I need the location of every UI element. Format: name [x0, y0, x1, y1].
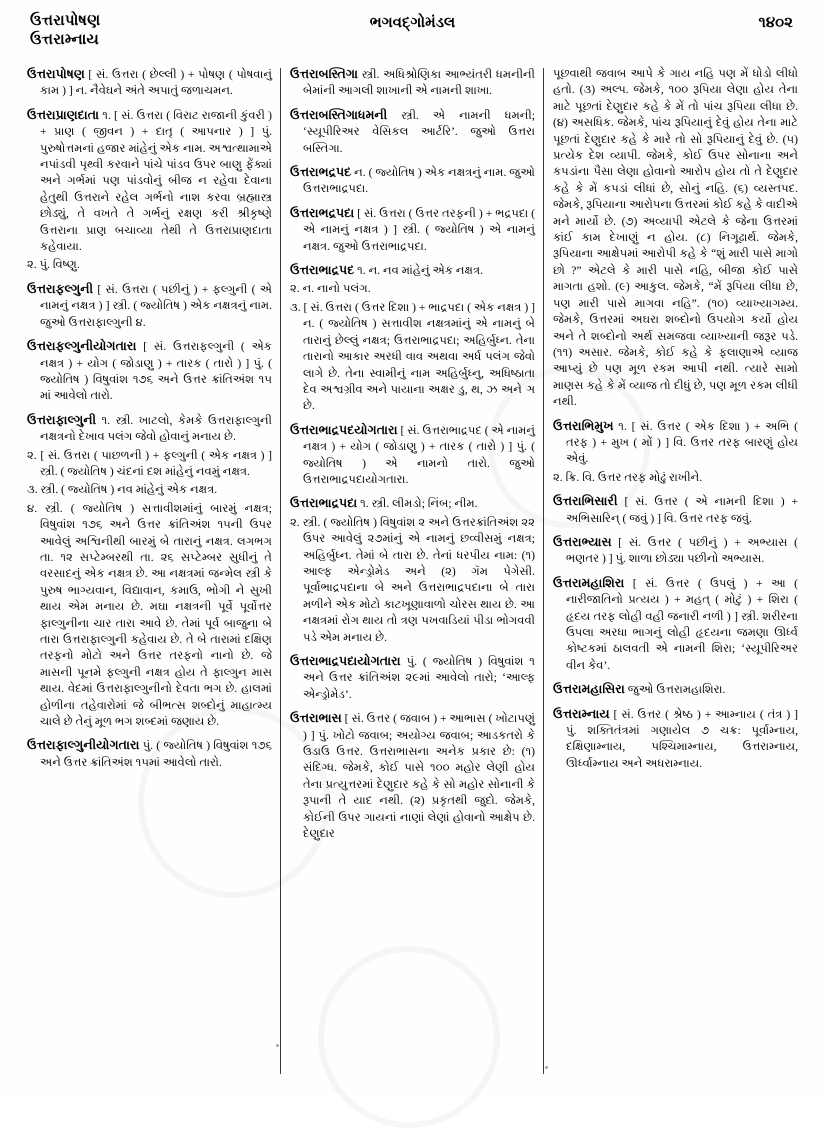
dictionary-entry [553, 575, 798, 674]
entry-definition: ૧. ન. નવ માંહેનું એક નક્ષત્ર. [354, 264, 483, 278]
entry-definition: સ્ત્રી. અધિશ્રોણિકા આભ્યંતરી ધમનીની બેમાંની આગલી શાખાની એ નામની શાખા. [303, 68, 535, 98]
entry-definition: ૧. સ્ત્રી. લીમડો; નિંબ; નીમ. [357, 497, 478, 511]
entry-definition: ન. ( જ્યોતિષ ) એક નક્ષત્રનું નામ. જુઓ ઉત્તરાભાદ્રપદા. [303, 166, 535, 196]
entry-sense-text: ૪. સ્ત્રી. ( જ્યોતિષ ) સત્તાવીશમાંનું બારમું નક્ષત્ર; વિષુવાંશ ૧૭૬ અને ઉત્તર ક્રાંતિઅંશ ૧૫ની ઉપર આવેલું અશ્વિનીથી બારમું બે તારાનું નક્ષત્ર. લગભગ તા. ૧૨ સપ્ટેમ્બરથી તા. ૨૬ સપ્ટેમ્બર સુધીનું તે વરસાદનું એક નક્ષત્ર છે. આ નક્ષત્રમાં જન્મેલ સ્ત્રી કે પુરુષ ભાગ્યવાન, વિદ્યાવાન, કમાઉ, ભોગી ને સુખી થાય એમ મનાય છે. મઘા નક્ષત્રની પૂર્વે પૂર્વોત્તર ફાલ્ગુનીના ચાર તારા આવે છે. તેમાં પૂર્વ બાજુના બે તારા ઉત્તરાફાલ્ગુની કહેવાય છે. તે બે તારામાં દક્ષિણ તરફનો મોટો અને ઉત્તર તરફનો નાનો છે. જે માસની પૂનમે ફલ્ગુની નક્ષત્ર હોય તે ફાલ્ગુન માસ થાય. વેદમાં ઉત્તરાફાલ્ગુનીનો દેવતા ભગ છે. હાલમાં હોળીના તહેવારોમાં જે બીભત્સ શબ્દોનું માહાત્મ્ય ચાલે છે તેનું મૂળ ભગ શબ્દમાં જણાય છે. [27, 501, 272, 729]
entry-sense [290, 515, 535, 646]
entry-definition: [ સં. ઉત્તર ( જવાબ ) + આભાસ ( ખોટાપણું ) ] પું. ખોટો જવાબ; અયોગ્ય જવાબ; આડકતરો કે ઉડાઉ ઉત્તર. ઉત્તરાભાસના અનેક પ્રકાર છે: (૧) સંદિગ્ધ. જેમકે, કોઈ પાસે ૧૦૦ મહોર લેણી હોય તેના પ્રત્યુત્તરમાં દેણુદાર કહે કે સો મહોર સોનાની કે રૂપાની તે યાદ નથી. (૨) પ્રકૃતથી જુદો. જેમકે, કોઈની ઉપર ગાયનાં નાણાં લેણાં હોવાનો આક્ષેપ છે. દેણુદાર [303, 712, 535, 841]
entry-definition: [ સં. ઉત્તર ( એ નામની દિશા ) + અભિસારિન્ ( જવું ) ] વિ. ઉત્તર તરફ જવું. [566, 495, 798, 525]
entry-headword: ઉત્તરાફાલ્ગુનીયોગતારા [27, 738, 140, 753]
dictionary-entry [290, 495, 535, 512]
page-number: ૧૪૦૨ [758, 15, 793, 31]
entry-definition: [ સં. ઉત્તરા ( છેલ્લી ) + પોષણ ( પોષવાનું કામ ) ] ન. નૈવેઘને અંતે અપાતું જળાચમન. [40, 68, 272, 98]
guide-word-last: ઉત્તરામ્નાય [30, 32, 100, 48]
book-title: ભગવદ્ગોમંડલ [369, 15, 456, 31]
entry-headword: ઉત્તરાપ્રાણદાતા [27, 107, 100, 122]
entry-sense-text: ૨. ક્રિ. વિ. ઉત્તર તરફ મોઢું રાખીને. [553, 470, 703, 484]
entry-definition: [ સં. ઉત્તર ( ઉપલું ) + આ ( નારીજાતિનો પ્રત્યય ) + મહત્ ( મોટું ) + શિરા ( હૃદય તરફ લોહી વહી જનારી નળી ) ] સ્ત્રી. શરીરના ઉપલા અરધા ભાગનું લોહી હૃદયના જમણા ઊર્ધ્વ કોષ્ટકમાં ઠાલવતી એ નામની શિરા; ‘સ્યૂપીરિઅર વીન કેવ’. [566, 576, 798, 672]
entry-sense-text: ૩. સ્ત્રી. ( જ્યોતિષ ) નવ માંહેનું એક નક્ષત્ર. [27, 483, 218, 497]
entry-headword: ઉત્તરાભાસ [290, 711, 342, 726]
column-2 [281, 66, 544, 1076]
entry-sense [27, 257, 272, 273]
entry-definition: [ સં. ઉત્તર ( શ્રેષ્ઠ ) + આમ્નાય ( તંત્ર ) ] પું. શક્તિતંત્રમાં ગણાયેલ ૭ ચક્ર: પૂર્વામ્નાય, દક્ષિણામ્નાય, પશ્ચિમામ્નાય, ઉત્તરામ્નાય, ઊર્ધ્વામ્નાય અને અધરામ્નાય. [566, 707, 798, 770]
entry-headword: ઉત્તરામહાસિરા [553, 682, 625, 697]
dictionary-entry [27, 737, 272, 771]
entry-headword: ઉત્તરાભિમુખ [553, 418, 614, 433]
entry-sense [27, 482, 272, 498]
dictionary-entry [27, 107, 272, 256]
dictionary-entry [553, 681, 798, 698]
continued-paragraph [553, 66, 798, 411]
dictionary-entry [553, 493, 798, 527]
entry-headword: ઉત્તરાફલ્ગુનીયોગતારા [27, 339, 137, 354]
entry-definition: પું. ( જ્યોતિષ ) વિષુવાંશ ૧ અને ઉત્તર ક્રાંતિઅંશ ૨૯માં આવેલો તારો; ‘આલ્ફ એન્ડ્રોમેડ’. [303, 655, 535, 701]
entry-headword: ઉત્તરાફાલ્ગુની [27, 412, 97, 427]
entry-sense-text: ૨. સ્ત્રી. ( જ્યોતિષ ) વિષુવાંશ ૨ અને ઉત્તરક્રાંતિઅંશ ૨૨ ઉપર આવેલું ૨૭માંનું એ નામનું છવ્વીસમું નક્ષત્ર; અહિર્બુધ્ન. તેમાં બે તારા છે. તેનાં ધરપીય નામ: (૧) આલ્ફ એન્ડ્રોમેડ અને (૨) ગૅમ પેગેસી. પૂર્વાભાદ્રપદાના બે અને ઉત્તરાભાદ્રપદાના બે તારા મળીને એક મોટો કાટખૂણાવાળો ચોરસ થાય છે. આ નક્ષત્રમાં રોગ થાય તો ત્રણ પખવાડિયાં પીડા ભોગવવી પડે એમ મનાય છે. [290, 515, 535, 644]
dictionary-entry [290, 205, 535, 255]
entry-definition: [ સં. ઉત્તરાભાદ્રપદ ( એ નામનું નક્ષત્ર ) + યોગ ( જોડાણુ ) + તારક ( તારો ) ] પું. ( જ્યોતિષ ) એ નામનો તારો. જુઓ ઉત્તરાભાદ્રપદાયોગતારા. [303, 423, 535, 486]
column-3 [544, 66, 807, 1076]
entry-definition: પું. ( જ્યોતિષ ) વિષુવાંશ ૧૭૬ અને ઉત્તર ક્રાંતિઅંશ ૧૫માં આવેલો તારો. [40, 739, 272, 769]
entry-sense-text: ૨. ન. નાનો પલંગ. [290, 282, 371, 296]
column-1 [18, 66, 281, 1076]
entry-sense [290, 300, 535, 415]
dictionary-entry [27, 412, 272, 446]
dictionary-entry [290, 422, 535, 489]
entry-definition: [ સં. ઉત્તરા ( ઉત્તર તરફની ) + ભદ્રપદા ( એ નામનું નક્ષત્ર ) ] સ્ત્રી. ( જ્યોતિષ ) એ નામનું નક્ષત્ર. જુઓ ઉત્તરાભાદ્રપદા. [303, 206, 535, 253]
dictionary-entry [553, 706, 798, 773]
entry-sense [27, 448, 272, 481]
entry-sense [553, 470, 798, 486]
entry-headword: ઉત્તરાભદ્રપદ [290, 165, 352, 180]
dictionary-entry [290, 710, 535, 842]
entry-headword: ઉત્તરામ્નાય [553, 706, 610, 721]
dictionary-entry [290, 653, 535, 703]
entry-headword: ઉત્તરાભદ્રપદા [290, 205, 355, 220]
entry-headword: ઉત્તરાભિસારી [553, 494, 618, 509]
entry-headword: ઉત્તરાભાદ્રપદાયોગતારા [290, 654, 401, 668]
entry-headword: ઉત્તરાભાદ્રપદ [290, 263, 355, 278]
entry-headword: ઉત્તરાભ્યાસ [553, 534, 612, 549]
entry-sense [290, 281, 535, 297]
entry-headword: ઉત્તરાપોષણ [27, 67, 85, 81]
entry-headword: ઉત્તરામહાશિરા [553, 575, 625, 590]
entry-definition: સ્ત્રી. એ નામની ધમની; ‘સ્યૂપીરિઅર વેસિકલ આર્ટરિ’. જુઓ ઉત્તરા બસ્તિગા. [303, 108, 535, 155]
dictionary-entry [27, 66, 272, 100]
entry-headword: ઉત્તરાબસ્તિગા [290, 67, 359, 81]
entry-definition: જુઓ ઉત્તરામહાશિરા. [624, 683, 726, 697]
entry-headword: ઉત્તરાફલ્ગુની [27, 281, 94, 296]
entry-definition: ૧. [ સં. ઉત્તરા ( વિરાટ રાજાની કુંવરી ) + પ્રાણ ( જીવન ) + દાતૃ ( આપનાર ) ] પું. પુરુષોત્તમનાં હજાર માંહેનું એક નામ. અશ્વત્થામાએ નપાંડવી પૃથ્વી કરવાને પાંચે પાંડવ ઉપર બાણુ ફેંક્યાં અને ગર્ભમાં પણ પાંડવોનું બીજ ન રહેવા દેવાના હેતુથી ઉત્તરાને રહેલ ગર્ભનો નાશ કરવા બ્રહ્માસ્ત્ર છોડ્યું, તે વખતે તે ગર્ભનું રક્ષણ કરી શ્રીકૃષ્ણે ઉત્તરાના પ્રાણ બચાવ્યા તેથી તે ઉત્તરાપ્રાણદાતા કહેવાયા. [40, 108, 272, 254]
running-head [18, 12, 807, 64]
entry-headword: ઉત્તરાભાદ્રપદયોગતારા [290, 422, 398, 437]
dictionary-entry [290, 164, 535, 198]
entry-headword: ઉત્તરાબસ્તિગાધમની [290, 107, 388, 122]
entry-definition: ૧. [ સં. ઉત્તર ( એક દિશા ) + અભિ ( તરફ ) + મુખ ( મોં ) ] વિ. ઉત્તર તરફ બારણું હોય એવું. [566, 419, 798, 466]
entry-definition: [ સં. ઉત્તરા ( પછીનું ) + ફલ્ગુની ( એ નામનું નક્ષત્ર ) ] સ્ત્રી. ( જ્યોતિષ ) એક નક્ષત્રનું નામ. જુઓ ઉત્તરાફાલ્ગુની ૪. [40, 282, 272, 329]
dictionary-entry [553, 534, 798, 568]
entry-headword: ઉત્તરાભાદ્રપદા [290, 496, 358, 511]
dictionary-entry [27, 338, 272, 405]
dictionary-entry [553, 418, 798, 468]
dictionary-entry [27, 281, 272, 331]
entry-definition: [ સં. ઉત્તરાફલ્ગુની ( એક નક્ષત્ર ) + યોગ ( જોડાણુ ) + તારક ( તારો ) ] પું. ( જ્યોતિષ ) વિષુવાંશ ૧૭૬ અને ઉત્તર ક્રાંતિઅંશ ૧૫ માં આવેલો તારો. [40, 340, 272, 403]
guide-word-first: ઉત્તરાપોષણ [30, 13, 101, 29]
dictionary-entry [290, 262, 535, 279]
entry-sense-text: ૩. [ સં. ઉત્તરા ( ઉત્તર દિશા ) + ભાદ્રપદા ( એક નક્ષત્ર ) ] ન. ( જ્યોતિષ ) સત્તાવીશ નક્ષત્રમાંનું એ નામનું બે તારાનું છેલ્લું નક્ષત્ર; ઉત્તરાભાદ્રપદા; અહિર્બુધ્ન. તેના તારાનો આકાર અરધી વાવ અથવા અર્ધ પલંગ જેવો લાગે છે. તેના સ્વામીનું નામ અહિર્બુધ્નુ, અધિષ્ઠાતા દેવ અશ્વગ્રીવ અને પાયાના અક્ષર ડુ, થ, ઝ અને ઞ છે. [290, 300, 535, 413]
entry-sense-text: ૨. પું. વિષ્ણુ. [27, 258, 80, 272]
continued-text: પૂછવાથી જવાબ આપે કે ગાય નહિ પણ મેં ધોડો લીધો હતો. (૩) અલ્પ. જેમકે, ૧૦૦ રૂપિયા લેણા હોય તેના માટે પૂછતાં દેણુદાર કહે કે મેં તો પાંચ રૂપિયા લીધા છે. (૪) અસધિક. જેમકે, પાંચ રૂપિયાનું દેવું હોય તેના માટે પૂછતાં દેણુદાર કહે કે મારે તો સો રૂપિયાનું દેવું છે. (૫) પ્રત્યેક દેશ વ્યાપી. જેમકે, કોઈ ઉપર સોનાના અને કપડાંના પૈસા લેણા હોવાનો આરોપ હોય તો તે દેણુદાર કહે કે મેં કપડાં લીધાં છે, સોનું નહિ. (૬) વ્યસ્તપદ. જેમકે, રૂપિયાના આરોપના ઉત્તરમાં કોઈ કહે કે વાદીએ મને માર્યો છે. (૭) અવ્યાપી એટલે કે જેના ઉત્તરમાં કાંઈ કામ દેખાણું ન હોય. (૮) નિગૂઢાર્થ. જેમકે, રૂપિયાના આક્ષેપમાં આરોપી કહે કે “શું મારી પાસે માગો છો ?” એટલે કે મારી પાસે નહિ, બીજા કોઈ પાસે માગતા હશો. (૯) આકુલ. જેમકે, “મેં રૂપિયા લીધા છે, પણ મારી પાસે માગવા નહિ”. (૧૦) વ્યાખ્યાગમ્ય. જેમકે, ઉત્તરમાં અઘરા શબ્દોનો ઉપયોગ કર્યો હોય અને તે શબ્દોનો અર્થ સમજવા વ્યાખ્યાની જરૂર પડે. (૧૧) અસાર. જેમકે, કોઈ કહે કે ફલાણાએ વ્યાજ આપ્યું છે પણ મૂળ રકમ આપી નથી. ત્યારે સામો માણસ કહે કે મેં વ્યાજ તો દીધું છે, પણ મૂળ રકમ લીધી નથી. [553, 67, 798, 409]
entry-definition: ૧. સ્ત્રી. ખાટલો, કેમકે ઉત્તરાફાલ્ગુની નક્ષત્રનો દેખાવ પલંગ જેવો હોવાનું મનાય છે. [40, 413, 272, 444]
entry-sense-text: ૨. [ સં. ઉત્તરા ( પાછળની ) + ફલ્ગુની ( એક નક્ષત્ર ) ] સ્ત્રી. ( જ્યોતિષ ) ચંદનાં દશ માંહેનું નવમું નક્ષત્ર. [27, 448, 272, 478]
column-container [18, 66, 807, 1076]
dictionary-entry [290, 107, 535, 157]
entry-definition: [ સં. ઉત્તર ( પછીનું ) + અભ્યાસ ( ભણતર ) ] પું. શાળા છોડ્યા પછીનો અભ્યાસ. [566, 535, 798, 566]
dictionary-entry [290, 66, 535, 100]
entry-sense [27, 501, 272, 731]
